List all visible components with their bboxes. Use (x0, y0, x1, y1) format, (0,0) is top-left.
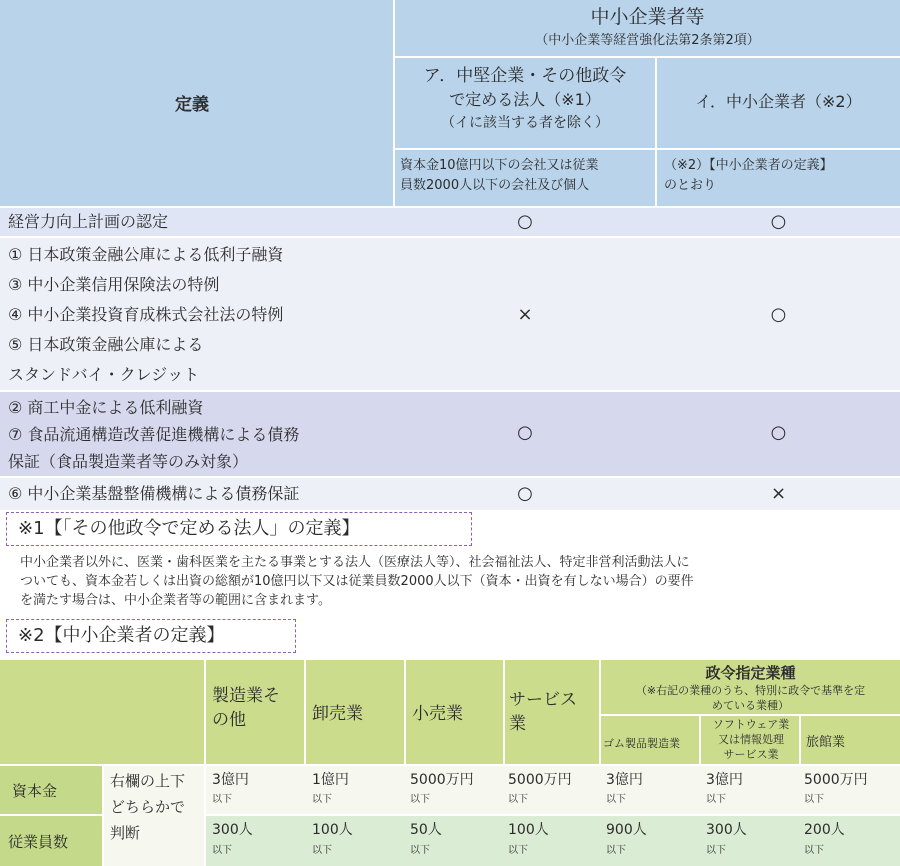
header-manufacturing (212, 684, 280, 732)
row-label-line: 保証（食品製造業者等のみ対象） (8, 452, 249, 471)
capital-cell (706, 770, 743, 810)
capital-value: 5000万円 (410, 772, 474, 788)
limit-suffix: 以下 (606, 845, 626, 856)
limit-suffix: 以下 (312, 794, 332, 805)
capital-value: 3億円 (212, 772, 249, 788)
capital-cell (312, 770, 349, 810)
col-a-title-line: ア．中堅企業・その他政令 (423, 66, 627, 86)
employees-value: 200人 (804, 822, 845, 838)
header-designated-sub-line: （※右記の業種のうち、特別に政令で基準を定 (635, 684, 866, 697)
col-a-title-line: で定める法人（※1） (449, 90, 601, 109)
header-software-line: ソフトウェア業 (712, 718, 790, 731)
header-service-line: 業 (509, 714, 526, 734)
row-label-line: ③ 中小企業信用保険法の特例 (8, 275, 220, 294)
row-label: 経営力向上計画の認定 (8, 212, 169, 231)
limit-suffix: 以下 (804, 794, 824, 805)
limit-suffix: 以下 (312, 845, 332, 856)
row-label-capital: 資本金 (12, 782, 58, 800)
employees-cell (410, 820, 442, 862)
employee-values-row (206, 816, 900, 866)
col-a-desc-line: 員数2000人以下の会社及び個人 (400, 178, 590, 193)
col-b-desc-line: （※2）【中小企業者の定義】 (664, 158, 833, 173)
header-retail: 小売業 (412, 704, 463, 724)
row-label-line: ② 商工中金による低利融資 (8, 398, 204, 417)
note1-title: ※1【「その他政令で定める法人」の定義】 (18, 518, 360, 539)
employees-cell (312, 820, 353, 862)
definition-label: 定義 (175, 95, 209, 115)
capital-cell (410, 770, 474, 810)
limit-suffix: 以下 (706, 794, 726, 805)
col-b-description (664, 156, 833, 196)
col-b-title: イ．中小企業者（※2） (695, 92, 862, 111)
employees-cell (804, 820, 845, 862)
capital-value: 5000万円 (804, 772, 868, 788)
note2-title: ※2【中小企業者の定義】 (18, 625, 225, 646)
mark-b: ○ (770, 422, 787, 443)
employees-value: 100人 (508, 822, 549, 838)
header-designated-sub (601, 683, 900, 713)
header-software (703, 717, 799, 762)
header-service (509, 688, 577, 736)
capital-cell (606, 770, 643, 810)
employees-cell (212, 820, 253, 862)
header-designated-title: 政令指定業種 (705, 664, 796, 682)
corner-header-cell (0, 660, 204, 764)
employees-cell (706, 820, 747, 862)
row-label-line: スタンドバイ・クレジット (8, 365, 200, 384)
capital-value: 1億円 (312, 772, 349, 788)
condition-text (110, 768, 185, 846)
mark-a: ○ (517, 483, 533, 504)
group-title: 中小企業者等 (590, 6, 705, 28)
header-hotel: 旅館業 (806, 735, 846, 750)
capital-value: 3億円 (606, 772, 643, 788)
employees-value: 300人 (212, 822, 253, 838)
limit-suffix: 以下 (212, 794, 232, 805)
row-label-line: ① 日本政策金融公庫による低利子融資 (8, 245, 284, 264)
mark-b: × (770, 483, 787, 504)
header-software-line: サービス業 (723, 748, 779, 761)
condition-line: 判断 (110, 824, 141, 842)
mark-a: × (517, 304, 533, 325)
row-label (8, 240, 283, 390)
employees-cell (508, 820, 549, 862)
note1-line: を満たす場合は、中小企業者等の範囲に含まれます。 (20, 593, 331, 608)
row-label-line: ⑦ 食品流通構造改善促進機構による債務 (8, 425, 300, 444)
limit-suffix: 以下 (706, 845, 726, 856)
row-label-line: ⑤ 日本政策金融公庫による (8, 335, 204, 354)
group-subtitle: （中小企業等経営強化法第2条第2項） (535, 33, 760, 48)
limit-suffix: 以下 (804, 845, 824, 856)
mark-a: ○ (517, 211, 533, 232)
capital-value: 5000万円 (508, 772, 572, 788)
row-label-employees: 従業員数 (8, 833, 69, 851)
col-a-title (395, 64, 655, 134)
employees-cell (606, 820, 647, 862)
condition-line: 右欄の上下 (110, 772, 186, 790)
mark-b: ○ (770, 211, 787, 232)
header-manufacturing-line: 製造業そ (212, 686, 280, 706)
header-manufacturing-line: の他 (212, 710, 246, 730)
row-label-line: ④ 中小企業投資育成株式会社法の特例 (8, 305, 284, 324)
limit-suffix: 以下 (410, 794, 430, 805)
header-designated-sub-line: めている業種） (712, 699, 789, 712)
note1-line: 中小企業者以外に、医業・歯科医業を主たる事業とする法人（医療法人等）、社会福祉法人、特定非営利活動法人に (20, 555, 690, 570)
col-a-title-line: （イに該当する者を除く） (441, 115, 609, 131)
employees-value: 900人 (606, 822, 647, 838)
note1-line: ついても、資本金若しくは出資の総額が10億円以下又は従業員数2000人以下（資本・出資を有しない場合）の要件 (20, 574, 694, 589)
limit-suffix: 以下 (410, 845, 430, 856)
employees-value: 50人 (410, 822, 442, 838)
mark-a: ○ (517, 422, 533, 443)
header-wholesale: 卸売業 (312, 704, 363, 724)
capital-cell (508, 770, 572, 810)
employees-value: 300人 (706, 822, 747, 838)
condition-line: どちらかで (110, 798, 186, 816)
capital-cell (212, 770, 249, 810)
row-label: ⑥ 中小企業基盤整備機構による債務保証 (8, 484, 300, 503)
capital-value: 3億円 (706, 772, 743, 788)
limit-suffix: 以下 (606, 794, 626, 805)
row-label (8, 394, 299, 475)
limit-suffix: 以下 (508, 845, 528, 856)
employees-value: 100人 (312, 822, 353, 838)
header-rubber: ゴム製品製造業 (603, 737, 680, 750)
note1-body (20, 553, 694, 610)
header-service-line: サービス (509, 690, 577, 710)
col-b-desc-line: のとおり (664, 178, 717, 193)
col-a-description (400, 156, 599, 196)
mark-b: ○ (770, 304, 787, 325)
limit-suffix: 以下 (212, 845, 232, 856)
limit-suffix: 以下 (508, 794, 528, 805)
capital-cell (804, 770, 868, 810)
header-software-line: 又は情報処理 (718, 733, 784, 746)
col-a-desc-line: 資本金10億円以下の会社又は従業 (400, 158, 599, 173)
